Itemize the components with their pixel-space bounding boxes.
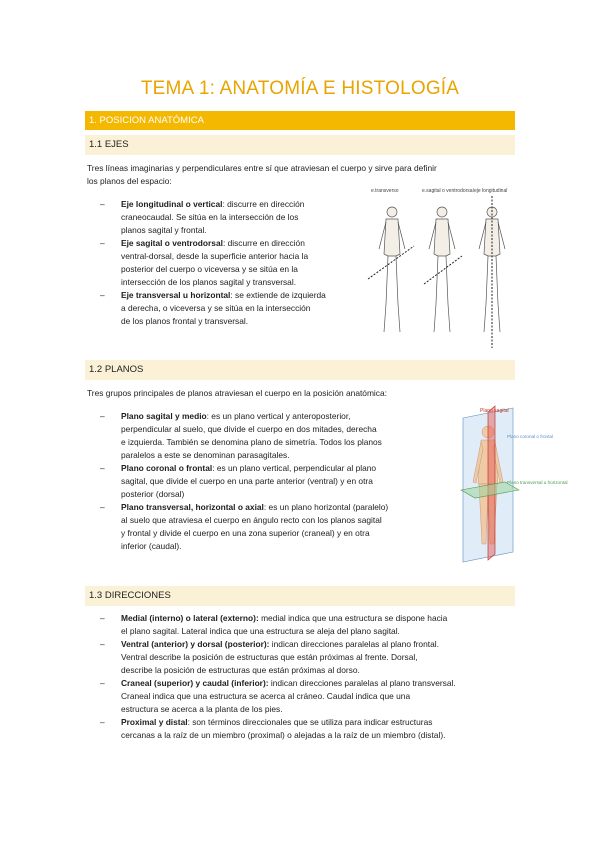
plane-label-transversal: Plano transversal u horizontal xyxy=(507,480,568,485)
axes-label-transverse: e.transverso xyxy=(371,188,399,194)
definition-line: describe la posición de estructuras que están próximas al dorso. xyxy=(121,665,360,675)
body-figure-icon xyxy=(424,207,462,332)
ejes-intro-line: los planos del espacio: xyxy=(87,176,172,186)
definition-line: Craneal indica que una estructura se acerca al cráneo. Caudal indica que una xyxy=(121,691,411,701)
body-figure-icon xyxy=(368,207,414,332)
list-item: – Craneal (superior) y caudal (inferior): indican direcciones paralelas al plano transversal. Craneal indica que una estructura se acerca al cráneo. Caudal indica que una estructura se acerca a la planta de los pies. xyxy=(100,678,456,714)
definition-line: craneocaudal. Se sitúa en la intersección de los xyxy=(121,212,299,222)
definition-line: de los planos frontal y transversal. xyxy=(121,316,249,326)
list-item: – Plano sagital y medio: es un plano vertical y anteroposterior, perpendicular al suelo, que divide el cuerpo en dos mitades, derecha e izquierda. También se denomina plano de simetría. Todos los planos paralelos a este se denominan parasagitales. xyxy=(100,411,382,460)
term: Eje sagital o ventrodorsal xyxy=(121,238,223,248)
list-item: – Eje transversal u horizontal: se extiende de izquierda a derecha, o viceversa y se sitúa en la intersección de los planos frontal y transversal. xyxy=(100,290,326,326)
subsection-ejes-heading: 1.1 EJES xyxy=(85,135,515,155)
term: Plano coronal o frontal xyxy=(121,463,213,473)
ejes-list xyxy=(100,198,370,328)
definition-line: posterior del cuerpo o viceversa y se sitúa en la xyxy=(121,264,298,274)
definition-line: indican direcciones paralelas al plano frontal. xyxy=(269,639,439,649)
definition-line: : es un plano vertical y anteroposterior, xyxy=(206,411,351,421)
ejes-intro-line: Tres líneas imaginarias y perpendiculares entre sí que atraviesan el cuerpo y sirve para definir xyxy=(87,163,437,173)
definition-line: : se extiende de izquierda xyxy=(230,290,326,300)
subsection-planos-heading: 1.2 PLANOS xyxy=(85,360,515,380)
definition-line: inferior (caudal). xyxy=(121,541,182,551)
planos-intro: Tres grupos principales de planos atraviesan el cuerpo en la posición anatómica: xyxy=(87,388,387,398)
definition-line: : discurre en dirección xyxy=(222,199,305,209)
definition-line: e izquierda. También se denomina plano de simetría. Todos los planos xyxy=(121,437,382,447)
section-band-posicion: 1. POSICION ANATÓMICA xyxy=(85,111,515,130)
plane-label-sagital: Plano sagital xyxy=(480,408,509,414)
list-item: – Plano coronal o frontal: es un plano vertical, perpendicular al plano sagital, que divide el cuerpo en una parte anterior (ventral) y en otra posterior (dorsal) xyxy=(100,463,377,499)
term: Plano sagital y medio xyxy=(121,411,207,421)
axes-label-longitudinal: eje longitudinal xyxy=(474,188,508,194)
definition-line: perpendicular al suelo, que divide el cuerpo en dos mitades, derecha xyxy=(121,424,377,434)
list-item: – Eje sagital o ventrodorsal: discurre en dirección ventral-dorsal, desde la superficie anterior hacia la posterior del cuerpo o viceversa y se sitúa en la intersección de los planos sagital y transversal. xyxy=(100,238,309,287)
term: Eje transversal u horizontal xyxy=(121,290,231,300)
planes-figure xyxy=(455,404,568,564)
list-item: – Medial (interno) o lateral (externo): medial indica que una estructura se dispone hacia el plano sagital. Lateral indica que una estructura se aleja del plano sagital. xyxy=(100,613,448,636)
axes-label-sagital: e.sagital o ventrodorsal xyxy=(422,188,474,194)
definition-line: : es un plano vertical, perpendicular al plano xyxy=(212,463,377,473)
definition-line: sagital, que divide el cuerpo en una parte anterior (ventral) y en otra xyxy=(121,476,373,486)
definition-line: ventral-dorsal, desde la superficie anterior hacia la xyxy=(121,251,309,261)
list-item: – Proximal y distal: son términos direccionales que se utiliza para indicar estructuras cercanas a la raíz de un miembro (proximal) o alejadas a la raíz de un miembro (distal). xyxy=(100,717,446,740)
definition-line: posterior (dorsal) xyxy=(121,489,185,499)
definition-line: planos sagital y frontal. xyxy=(121,225,207,235)
definition-line: a derecha, o viceversa y se sitúa en la intersección xyxy=(121,303,311,313)
term: Plano transversal, horizontal o axial xyxy=(121,502,264,512)
definition-line: cercanas a la raíz de un miembro (proximal) o alejadas a la raíz de un miembro (distal). xyxy=(121,730,446,740)
direcciones-list xyxy=(100,612,520,742)
planos-list xyxy=(100,410,445,553)
definition-line: : es un plano horizontal (paralelo) xyxy=(263,502,389,512)
definition-line: el plano sagital. Lateral indica que una estructura se aleja del plano sagital. xyxy=(121,626,400,636)
definition-line: paralelos a este se denominan parasagitales. xyxy=(121,450,290,460)
axes-figure xyxy=(366,184,516,352)
definition-line: : son términos direccionales que se utiliza para indicar estructuras xyxy=(187,717,433,727)
document-title: TEMA 1: ANATOMÍA E HISTOLOGÍA xyxy=(140,78,460,99)
definition-line: intersección de los planos sagital y transversal. xyxy=(121,277,297,287)
plane-label-coronal: Plano coronal o frontal xyxy=(507,434,553,439)
list-item: – Plano transversal, horizontal o axial: es un plano horizontal (paralelo) al suelo que atraviesa el cuerpo en ángulo recto con los planos sagital y frontal y divide el cuerpo en una zona superior (craneal) y en otra inferior (caudal). xyxy=(100,502,389,551)
definition-line: al suelo que atraviesa el cuerpo en ángulo recto con los planos sagital xyxy=(121,515,382,525)
definition-line: medial indica que una estructura se dispone hacia xyxy=(258,613,448,623)
term: Eje longitudinal o vertical xyxy=(121,199,223,209)
term: Craneal (superior) y caudal (inferior): xyxy=(121,678,269,688)
list-item: – Ventral (anterior) y dorsal (posterior): indican direcciones paralelas al plano frontal. Ventral describe la posición de estructuras que están próximas al frente. Dorsal, describe la posición de estructuras que están próximas al dorso. xyxy=(100,639,439,675)
subsection-direcciones-heading: 1.3 DIRECCIONES xyxy=(85,586,515,606)
definition-line: estructura se acerca a la planta de los pies. xyxy=(121,704,283,714)
term: Medial (interno) o lateral (externo): xyxy=(121,613,259,623)
definition-line: : discurre en dirección xyxy=(222,238,305,248)
list-item: – Eje longitudinal o vertical: discurre en dirección craneocaudal. Se sitúa en la intersección de los planos sagital y frontal. xyxy=(100,199,305,235)
definition-line: indican direcciones paralelas al plano transversal. xyxy=(268,678,456,688)
body-figure-icon xyxy=(479,196,505,348)
sagittal-plane-shape xyxy=(488,406,495,560)
definition-line: y frontal y divide el cuerpo en una zona superior (craneal) y en otra xyxy=(121,528,370,538)
term: Proximal y distal xyxy=(121,717,188,727)
definition-line: Ventral describe la posición de estructuras que están próximas al frente. Dorsal, xyxy=(121,652,418,662)
term: Ventral (anterior) y dorsal (posterior): xyxy=(121,639,270,649)
